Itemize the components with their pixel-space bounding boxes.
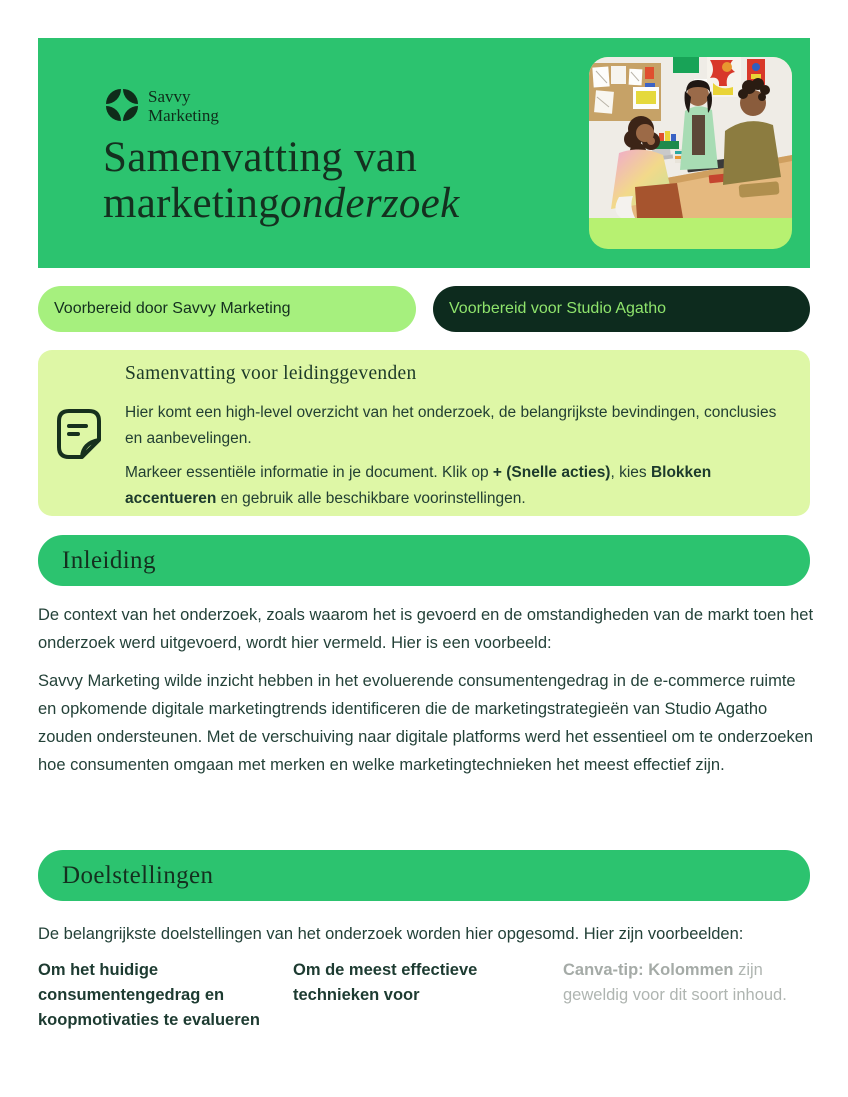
team-photo <box>589 57 792 218</box>
page-title-line2: marketing <box>103 180 281 227</box>
brand-name <box>148 87 219 125</box>
section-header-inleiding <box>38 535 810 586</box>
brand-name-line2: Marketing <box>148 106 219 125</box>
prepared-by-pill[interactable] <box>38 286 416 332</box>
executive-summary-card <box>38 350 810 516</box>
logo-leaf <box>123 106 138 121</box>
logo-leaf <box>106 106 121 121</box>
logo-leaf <box>106 89 121 104</box>
prepared-by-label: Voorbereid door Savvy Marketing <box>54 300 291 317</box>
team-photo-card <box>589 57 792 249</box>
prepared-for-pill[interactable] <box>433 286 810 332</box>
inleiding-paragraph-2: Savvy Marketing wilde inzicht hebben in het evoluerende consumentengedrag in de e-commerce ruimte en opkomende digitale marketingtrends identificeren die de marketingstrategieën van Studio Agatho zouden ondersteunen. Met de verschuiving naar digitale platforms werd het essentieel om te onderzoeken hoe consumenten omgaan met merken en welke marketingtechnieken het meest effectief zijn. <box>38 672 814 774</box>
section-title-doelstellingen: Doelstellingen <box>62 861 214 889</box>
yellow-drawing <box>636 91 656 104</box>
canva-tip: Canva-tip: Kolommen zijn geweldig voor dit soort inhoud. <box>563 961 787 1004</box>
note-icon <box>55 407 103 461</box>
brand-name-line1: Savvy <box>148 87 191 106</box>
green-poster <box>673 57 699 73</box>
executive-summary-tip: Markeer essentiële informatie in je document. Klik op + (Snelle acties), kies Blokken accentueren en gebruik alle beschikbare voorinstellingen. <box>125 464 712 507</box>
objectives-columns <box>38 958 810 1033</box>
page-title-line2-italic: onderzoek <box>280 180 460 227</box>
hero-banner <box>38 38 810 268</box>
objective-item-2: Om de meest effectieve technieken voor <box>293 961 478 1004</box>
executive-summary-heading: Samenvatting voor leidinggevenden <box>125 363 417 384</box>
section-header-doelstellingen <box>38 850 810 901</box>
inleiding-paragraph-1: De context van het onderzoek, zoals waarom het is gevoerd en de omstandigheden van de markt toen het onderzoek werd uitgevoerd, wordt hier vermeld. Hier is een voorbeeld: <box>38 606 814 652</box>
page-title <box>103 135 459 227</box>
doelstellingen-intro: De belangrijkste doelstellingen van het onderzoek worden hier opgesomd. Hier zijn voorbeelden: <box>38 925 744 943</box>
page-title-line1: Samenvatting van <box>103 134 418 181</box>
prepared-for-label: Voorbereid voor Studio Agatho <box>449 300 667 317</box>
objective-item-1: Om het huidige consumentengedrag en koopmotivaties te evalueren <box>38 961 260 1029</box>
brand-logo <box>106 87 219 125</box>
section-title-inleiding: Inleiding <box>62 546 156 574</box>
executive-summary-paragraph: Hier komt een high-level overzicht van het onderzoek, de belangrijkste bevindingen, conclusies en aanbevelingen. <box>125 404 777 447</box>
executive-summary-content <box>125 362 780 511</box>
abstract-poster <box>707 57 741 97</box>
savvy-marketing-logo-icon <box>106 89 138 121</box>
logo-leaf <box>123 89 138 104</box>
